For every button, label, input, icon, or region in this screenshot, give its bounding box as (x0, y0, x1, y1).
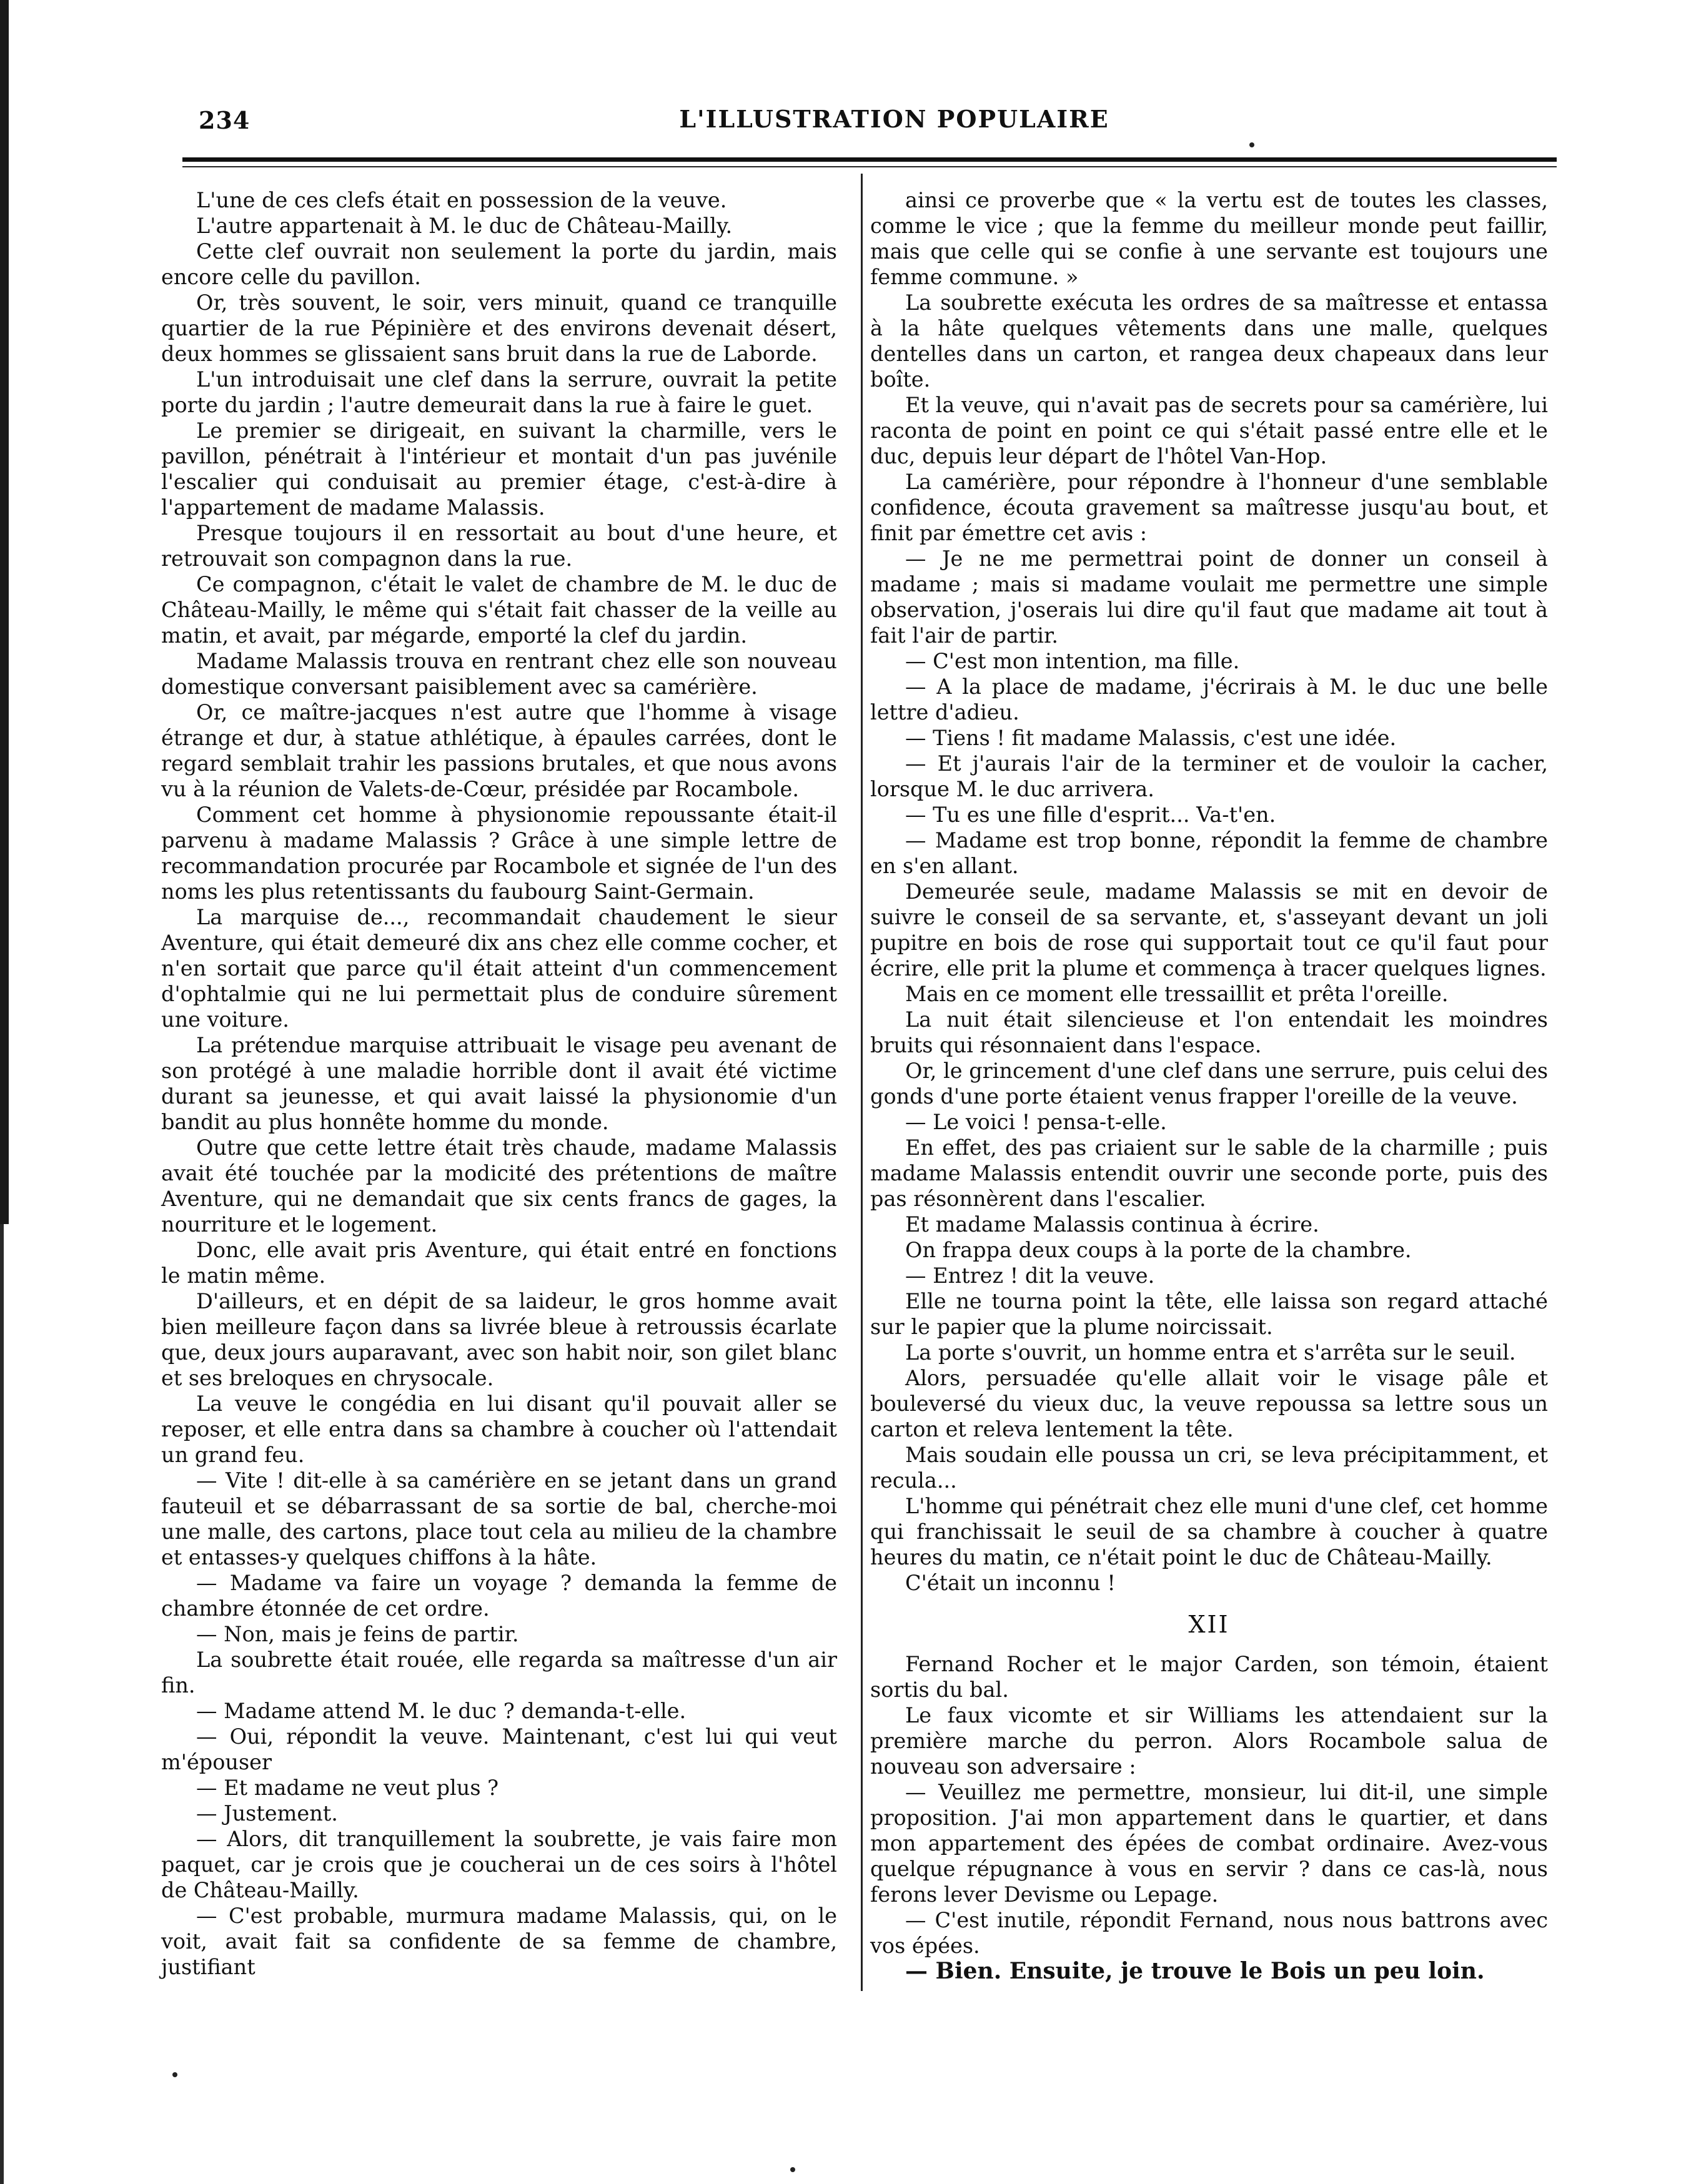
paragraph: Outre que cette lettre était très chaude, madame Malassis avait été touchée par la modicité des prétentions de maître Aventure, qui ne demandait que six cents francs de gages, la nourriture et le logement. (161, 1135, 837, 1237)
paragraph: — Alors, dit tranquillement la soubrette, je vais faire mon paquet, car je crois que je coucherai un de ces soirs à l'hôtel de Château-Mailly. (161, 1827, 837, 1902)
paragraph: — Madame va faire un voyage ? demanda la femme de chambre étonnée de cet ordre. (161, 1571, 837, 1621)
paragraph: — Vite ! dit-elle à sa camérière en se jetant dans un grand fauteuil et se débarrassant de sa sortie de bal, cherche-moi une malle, des cartons, place tout cela au milieu de la chambre et entasses-y quelques chiffons à la hâte. (161, 1468, 837, 1569)
paragraph: — Je ne me permettrai point de donner un conseil à madame ; mais si madame voulait me permettre une simple observation, j'oserais lui dire qu'il faut que madame ait tout à fait l'air de partir. (870, 546, 1548, 648)
right-column-part-b (870, 1651, 1548, 1984)
paragraph: Et la veuve, qui n'avait pas de secrets pour sa camérière, lui raconta de point en point ce qui s'était passé entre elle et le duc, depuis leur départ de l'hôtel Van-Hop. (870, 393, 1548, 468)
running-title: L'ILLUSTRATION POPULAIRE (679, 105, 1109, 133)
paragraph: Fernand Rocher et le major Carden, son témoin, étaient sortis du bal. (870, 1652, 1548, 1702)
paragraph: La marquise de..., recommandait chaudement le sieur Aventure, qui était demeuré dix ans chez elle comme cocher, et n'en sortait que parce qu'il était atteint d'un commencement d'ophtalmie qui ne lui permettait plus de conduire sûrement une voiture. (161, 905, 837, 1032)
paragraph: Or, le grincement d'une clef dans une serrure, puis celui des gonds d'une porte étaient venus frapper l'oreille de la veuve. (870, 1059, 1549, 1109)
paragraph: Presque toujours il en ressortait au bout d'une heure, et retrouvait son compagnon dans la rue. (161, 521, 837, 571)
paragraph: En effet, des pas criaient sur le sable de la charmille ; puis madame Malassis entendit ouvrir une seconde porte, puis des pas résonnèrent dans l'escalier. (870, 1135, 1548, 1211)
section-heading: XII (1188, 1611, 1230, 1638)
paragraph: La camérière, pour répondre à l'honneur d'une semblable confidence, écouta gravement sa maîtresse jusqu'au bout, et finit par émettre cet avis : (870, 470, 1548, 545)
paragraph: Ce compagnon, c'était le valet de chambre de M. le duc de Château-Mailly, le même qui s'était fait chasser de la veille au matin, et avait, par mégarde, emporté la clef du jardin. (161, 572, 837, 648)
column-divider (861, 174, 863, 1991)
paragraph: Demeurée seule, madame Malassis se mit en devoir de suivre le conseil de sa servante, et, s'asseyant devant un joli pupitre en bois de rose qui supportait tout ce qu'il faut pour écrire, elle prit la plume et commença à tracer quelques lignes. (870, 879, 1548, 981)
paragraph: Elle ne tourna point la tête, elle laissa son regard attaché sur le papier que la plume noircissait. (870, 1289, 1548, 1339)
paragraph: Et madame Malassis continua à écrire. (905, 1212, 1319, 1237)
paragraph: — Non, mais je feins de partir. (196, 1622, 519, 1646)
paragraph: L'un introduisait une clef dans la serrure, ouvrait la petite porte du jardin ; l'autre demeurait dans la rue à faire le guet. (161, 367, 837, 417)
paragraph: Le faux vicomte et sir Williams les attendaient sur la première marche du perron. Alors Rocambole salua de nouveau son adversaire : (870, 1703, 1548, 1779)
paragraph: — Et j'aurais l'air de la terminer et de vouloir la cacher, lorsque M. le duc arrivera. (870, 751, 1548, 801)
paragraph: — Oui, répondit la veuve. Maintenant, c'est lui qui veut m'épouser (161, 1724, 837, 1774)
paragraph: — Tu es une fille d'esprit... Va-t'en. (905, 803, 1276, 827)
paragraph: Comment cet homme à physionomie repoussante était-il parvenu à madame Malassis ? Grâce à une simple lettre de recommandation procurée par Rocambole et signée de l'un des noms les plus retentissants du faubourg Saint-Germain. (161, 803, 837, 904)
paragraph: La nuit était silencieuse et l'on entendait les moindres bruits qui résonnaient dans l'espace. (870, 1007, 1548, 1057)
paragraph: C'était un inconnu ! (905, 1571, 1116, 1595)
paragraph: Donc, elle avait pris Aventure, qui était entré en fonctions le matin même. (161, 1238, 837, 1288)
paragraph: — A la place de madame, j'écrirais à M. le duc une belle lettre d'adieu. (870, 674, 1548, 724)
print-speck (172, 2072, 177, 2077)
paragraph: Mais soudain elle poussa un cri, se leva précipitamment, et recula... (870, 1443, 1548, 1493)
right-column-part-a (870, 187, 1548, 1596)
paragraph: On frappa deux coups à la porte de la chambre. (905, 1238, 1412, 1262)
page-number: 234 (199, 106, 250, 134)
paragraph: — C'est inutile, répondit Fernand, nous nous battrons avec vos épées. (870, 1908, 1548, 1958)
paragraph: — Bien. Ensuite, je trouve le Bois un peu loin. (905, 1958, 1485, 1984)
paragraph: Alors, persuadée qu'elle allait voir le visage pâle et bouleversé du vieux duc, la veuve repoussa sa lettre sous un carton et releva lentement la tête. (870, 1366, 1548, 1441)
paragraph: — Madame attend M. le duc ? demanda-t-elle. (196, 1699, 687, 1723)
paragraph: Mais en ce moment elle tressaillit et prêta l'oreille. (905, 982, 1449, 1006)
paragraph: Or, très souvent, le soir, vers minuit, quand ce tranquille quartier de la rue Pépinière et des environs devenait désert, deux hommes se glissaient sans bruit dans la rue de Laborde. (161, 290, 837, 366)
paragraph: La prétendue marquise attribuait le visage peu avenant de son protégé à une maladie horrible dont il avait été victime durant sa jeunesse, et qui avait laissé la physionomie d'un bandit au plus honnête homme du monde. (161, 1033, 837, 1134)
paragraph: — C'est mon intention, ma fille. (905, 649, 1240, 673)
paragraph: D'ailleurs, et en dépit de sa laideur, le gros homme avait bien meilleure façon dans sa livrée bleue à retroussis écarlate que, deux jours auparavant, avec son habit noir, son gilet blanc et ses breloques en chrysocale. (161, 1289, 837, 1390)
header-rule-thin (182, 166, 1557, 167)
paragraph: L'homme qui pénétrait chez elle muni d'une clef, cet homme qui franchissait le seuil de sa chambre à coucher à quatre heures du matin, ce n'était point le duc de Château-Mailly. (870, 1494, 1548, 1569)
paragraph: — Tiens ! fit madame Malassis, c'est une idée. (905, 726, 1397, 750)
paragraph: La porte s'ouvrit, un homme entra et s'arrêta sur le seuil. (905, 1340, 1516, 1365)
paragraph: ainsi ce proverbe que « la vertu est de toutes les classes, comme le vice ; que la femme du meilleur monde peut faillir, mais que celle qui se confie à une servante est toujours une femme commune. » (870, 188, 1548, 289)
paragraph: La soubrette exécuta les ordres de sa maîtresse et entassa à la hâte quelques vêtements dans une malle, quelques dentelles dans un carton, et rangea deux chapeaux dans leur boîte. (870, 290, 1548, 392)
left-column (161, 187, 837, 1980)
print-speck (1249, 142, 1254, 147)
paragraph: L'autre appartenait à M. le duc de Château-Mailly. (196, 214, 733, 238)
paragraph: Or, ce maître-jacques n'est autre que l'homme à visage étrange et dur, à statue athlétique, à épaules carrées, dont le regard semblait trahir les passions brutales, et que nous avons vu à la réunion de Valets-de-Cœur, présidée par Rocambole. (161, 700, 837, 801)
paragraph: — Le voici ! pensa-t-elle. (905, 1110, 1167, 1134)
paragraph: — Justement. (196, 1801, 338, 1826)
paragraph: La soubrette était rouée, elle regarda sa maîtresse d'un air fin. (161, 1648, 837, 1697)
print-speck (790, 2167, 795, 2172)
paragraph: — Entrez ! dit la veuve. (905, 1263, 1155, 1288)
paragraph: La veuve le congédia en lui disant qu'il pouvait aller se reposer, et elle entra dans sa chambre à coucher où l'attendait un grand feu. (161, 1391, 837, 1467)
paragraph: — C'est probable, murmura madame Malassis, qui, on le voit, avait fait sa confidente de sa femme de chambre, justifiant (161, 1904, 837, 1979)
binding-edge (0, 0, 9, 1224)
paragraph: Cette clef ouvrait non seulement la porte du jardin, mais encore celle du pavillon. (161, 239, 837, 289)
binding-edge-lower (0, 1224, 4, 2184)
paragraph: — Veuillez me permettre, monsieur, lui dit-il, une simple proposition. J'ai mon appartement dans le quartier, et dans mon appartement des épées de combat ordinaire. Avez-vous quelque répugnance à vous en servir ? dans ce cas-là, nous ferons lever Devisme ou Lepage. (870, 1780, 1548, 1907)
header-rule-thick (182, 157, 1557, 162)
paragraph: Le premier se dirigeait, en suivant la charmille, vers le pavillon, pénétrait à l'intérieur et montait d'un pas juvénile l'escalier qui conduisait au premier étage, c'est-à-dire à l'appartement de madame Malassis. (161, 418, 837, 520)
paragraph: — Madame est trop bonne, répondit la femme de chambre en s'en allant. (870, 828, 1548, 878)
paragraph: Madame Malassis trouva en rentrant chez elle son nouveau domestique conversant paisiblement avec sa camérière. (161, 649, 837, 699)
paragraph: — Et madame ne veut plus ? (196, 1776, 499, 1800)
paragraph: L'une de ces clefs était en possession de la veuve. (196, 188, 727, 212)
right-column (870, 187, 1548, 1984)
